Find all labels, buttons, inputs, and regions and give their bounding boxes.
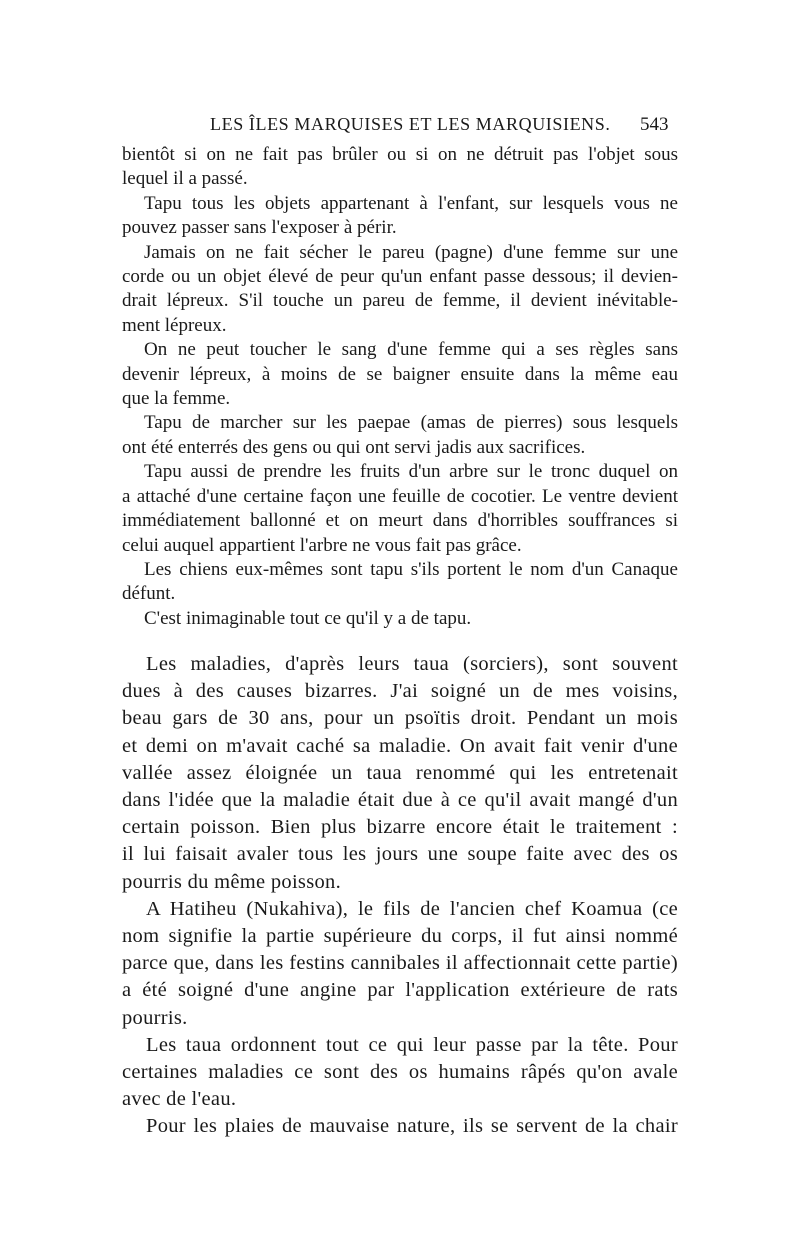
small-text-section [122, 143, 678, 631]
text-line: parce que, dans les festins cannibales il affectionnait cette partie) [122, 952, 678, 975]
text-line: C'est inimaginable tout ce qu'il y a de tapu. [144, 607, 472, 629]
paragraph [122, 241, 678, 339]
text-line: On ne peut toucher le sang d'une femme qui a ses règles sans [144, 339, 678, 361]
text-line: pouvez passer sans l'exposer à périr. [122, 217, 397, 239]
text-line: certaines maladies ce sont des os humains râpés qu'on avale [122, 1061, 678, 1084]
text-line: défunt. [122, 583, 176, 605]
text-line: a été soigné d'une angine par l'application extérieure de rats [122, 979, 678, 1002]
paragraph [122, 460, 678, 558]
text-line: Tapu de marcher sur les paepae (amas de pierres) sous lesquels [144, 412, 678, 434]
paragraph [122, 1113, 678, 1140]
large-text-section [122, 651, 678, 1141]
text-line: Jamais on ne fait sécher le pareu (pagne) d'une femme sur une [144, 241, 678, 263]
text-line: avec de l'eau. [122, 1088, 237, 1111]
text-line: ment lépreux. [122, 314, 227, 336]
text-line: vallée assez éloignée un taua renommé qui les entretenait [122, 761, 678, 784]
text-line: beau gars de 30 ans, pour un psoïtis droit. Pendant un mois [122, 707, 678, 730]
text-line: a attaché d'une certaine façon une feuille de cocotier. Le ventre devient [122, 485, 678, 507]
paragraph [122, 896, 678, 1032]
text-line: corde ou un objet élevé de peur qu'un enfant passe dessous; il devien- [122, 266, 678, 288]
paragraph [122, 607, 678, 631]
text-line: il lui faisait avaler tous les jours une soupe faite avec des os [122, 843, 678, 866]
paragraph [122, 558, 678, 607]
text-line: devenir lépreux, à moins de se baigner ensuite dans la même eau [122, 363, 678, 385]
text-line: pourris du même poisson. [122, 870, 342, 893]
text-line: celui auquel appartient l'arbre ne vous fait pas grâce. [122, 534, 522, 556]
text-line: dans l'idée que la maladie était due à ce qu'il avait mangé d'un [122, 789, 678, 812]
paragraph [122, 411, 678, 460]
text-line: immédiatement ballonné et on meurt dans d'horribles souffrances si [122, 510, 678, 532]
text-line: lequel il a passé. [122, 168, 248, 190]
text-line: drait lépreux. S'il touche un pareu de femme, il devient inévitable- [122, 290, 678, 312]
text-line: nom signifie la partie supérieure du corps, il fut ainsi nommé [122, 925, 678, 948]
text-line: Les taua ordonnent tout ce qui leur passe par la tête. Pour [146, 1033, 678, 1056]
paragraph [122, 338, 678, 411]
text-line: pourris. [122, 1006, 188, 1029]
text-line: Les maladies, d'après leurs taua (sorciers), sont souvent [146, 653, 678, 675]
text-line: dues à des causes bizarres. J'ai soigné un de mes voisins, [122, 680, 678, 703]
text-line: Tapu tous les objets appartenant à l'enfant, sur lesquels vous ne [144, 192, 678, 214]
text-line: certain poisson. Bien plus bizarre encore était le traitement : [122, 816, 678, 839]
text-line: et demi on m'avait caché sa maladie. On avait fait venir d'une [122, 734, 678, 757]
text-line: que la femme. [122, 388, 231, 410]
text-line: Tapu aussi de prendre les fruits d'un arbre sur le tronc duquel on [144, 461, 678, 483]
paragraph [122, 651, 678, 896]
paragraph [122, 192, 678, 241]
text-line: A Hatiheu (Nukahiva), le fils de l'ancien chef Koamua (ce [146, 897, 678, 920]
paragraph [122, 1032, 678, 1114]
text-line: Pour les plaies de mauvaise nature, ils se servent de la chair [146, 1115, 678, 1138]
paragraph [122, 143, 678, 192]
running-title: LES ÎLES MARQUISES ET LES MARQUISIENS. [210, 114, 611, 134]
text-line: Les chiens eux-mêmes sont tapu s'ils portent le nom d'un Canaque [144, 558, 678, 580]
text-line: bientôt si on ne fait pas brûler ou si on ne détruit pas l'objet sous [122, 144, 678, 165]
page-number: 543 [640, 114, 669, 135]
text-line: ont été enterrés des gens ou qui ont servi jadis aux sacrifices. [122, 436, 586, 458]
